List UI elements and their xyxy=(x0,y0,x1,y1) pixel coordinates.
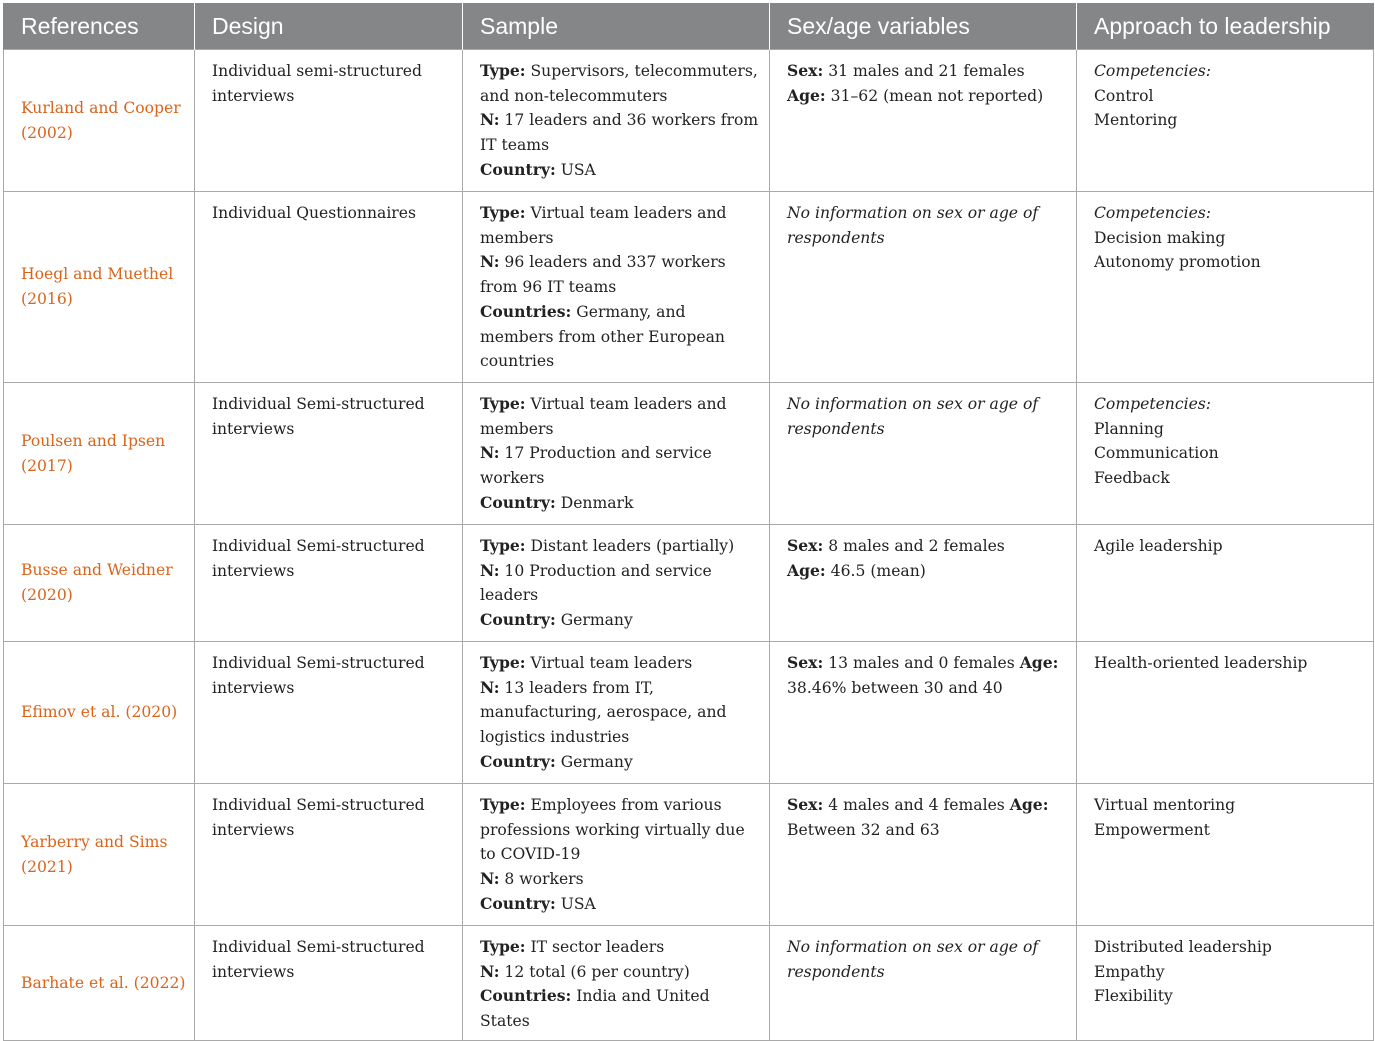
approach-item: Virtual mentoring xyxy=(1094,796,1236,814)
sample-type: Virtual team leaders xyxy=(525,654,693,672)
approach-heading: Competencies: xyxy=(1094,204,1212,222)
header-design: Design xyxy=(195,3,463,50)
design-cell: Individual Semi-structured interviews xyxy=(195,642,463,784)
sample-n-label: N: xyxy=(480,869,500,889)
sex-age-cell xyxy=(770,926,1077,1041)
design-cell: Individual Semi-structured interviews xyxy=(195,525,463,642)
age-value: 38.46% between 30 and 40 xyxy=(787,678,1003,697)
sample-type-label: Type: xyxy=(480,795,526,814)
sample-n: 8 workers xyxy=(499,870,584,889)
sample-cell xyxy=(463,642,770,784)
sex-age-cell xyxy=(770,642,1077,784)
approach-item: Decision making xyxy=(1094,228,1226,247)
sex-value: 8 males and 2 females xyxy=(823,537,1005,555)
sample-n: 17 Production and service workers xyxy=(480,444,712,488)
approach-cell xyxy=(1077,926,1374,1041)
sample-type-label: Type: xyxy=(480,203,526,222)
sex-age-cell xyxy=(770,50,1077,192)
reference-link[interactable]: Poulsen and Ipsen (2017) xyxy=(4,383,195,525)
design-cell: Individual Semi-structured interviews xyxy=(195,926,463,1041)
sample-country: USA xyxy=(555,160,596,179)
sample-n-label: N: xyxy=(480,252,500,272)
sex-age-cell xyxy=(770,192,1077,383)
table-row xyxy=(4,926,1374,1041)
sample-type-label: Type: xyxy=(480,653,526,672)
sample-n-label: N: xyxy=(480,110,500,130)
reference-link[interactable]: Efimov et al. (2020) xyxy=(4,642,195,784)
sample-n: 12 total (6 per country) xyxy=(499,962,690,981)
sample-n-label: N: xyxy=(480,560,500,580)
sample-country-label: Country: xyxy=(480,492,556,512)
sample-n: 96 leaders and 337 workers from 96 IT teams xyxy=(480,253,726,297)
sample-country-label: Countries: xyxy=(480,986,572,1006)
sample-country-label: Country: xyxy=(480,751,556,771)
sample-cell xyxy=(463,784,770,926)
sample-cell xyxy=(463,383,770,525)
approach-item: Autonomy promotion xyxy=(1094,253,1261,272)
sex-age-cell xyxy=(770,383,1077,525)
sex-label: Sex: xyxy=(787,653,824,672)
sample-type: Supervisors, telecommuters, and non-telecommuters xyxy=(480,62,758,105)
approach-cell xyxy=(1077,383,1374,525)
approach-item: Planning xyxy=(1094,419,1164,438)
design-cell: Individual Semi-structured interviews xyxy=(195,784,463,926)
design-cell: Individual Semi-structured interviews xyxy=(195,383,463,525)
header-approach: Approach to leadership xyxy=(1077,3,1374,50)
table-row xyxy=(4,525,1374,642)
reference-link[interactable]: Busse and Weidner (2020) xyxy=(4,525,195,642)
table-row xyxy=(4,642,1374,784)
sample-country: India and United States xyxy=(480,987,710,1031)
sample-cell xyxy=(463,926,770,1041)
header-references: References xyxy=(4,3,195,50)
approach-item: Agile leadership xyxy=(1094,537,1223,555)
sex-value: 4 males and 4 females xyxy=(823,796,1005,814)
approach-heading: Competencies: xyxy=(1094,395,1212,413)
reference-link[interactable]: Hoegl and Muethel (2016) xyxy=(4,192,195,383)
sample-n: 17 leaders and 36 workers from IT teams xyxy=(480,111,759,155)
table-row xyxy=(4,383,1374,525)
sample-type: Distant leaders (partially) xyxy=(525,537,735,555)
sample-n-label: N: xyxy=(480,443,500,463)
approach-heading: Competencies: xyxy=(1094,62,1212,80)
sample-cell xyxy=(463,192,770,383)
sample-type: Virtual team leaders and members xyxy=(480,204,727,247)
sample-cell xyxy=(463,50,770,192)
sex-label: Sex: xyxy=(787,536,824,555)
sex-age-note: No information on sex or age of respondents xyxy=(787,204,1039,247)
age-label: Age: xyxy=(787,85,826,105)
table-row xyxy=(4,50,1374,192)
sample-country: Germany xyxy=(555,611,633,630)
sample-cell xyxy=(463,525,770,642)
sample-type: Virtual team leaders and members xyxy=(480,395,727,438)
approach-item: Feedback xyxy=(1094,469,1170,488)
sample-country-label: Country: xyxy=(480,159,556,179)
sex-age-cell xyxy=(770,525,1077,642)
age-label: Age: xyxy=(1019,653,1059,672)
sample-n-label: N: xyxy=(480,961,500,981)
sample-country-label: Country: xyxy=(480,610,556,630)
sex-age-note: No information on sex or age of respondents xyxy=(787,395,1039,438)
sample-n-label: N: xyxy=(480,677,500,697)
age-value: Between 32 and 63 xyxy=(787,820,940,839)
approach-item: Empathy xyxy=(1094,962,1165,981)
design-cell: Individual semi-structured interviews xyxy=(195,50,463,192)
sample-country: Germany, and members from other European countries xyxy=(480,302,725,371)
studies-table xyxy=(3,3,1374,1041)
sex-label: Sex: xyxy=(787,795,824,814)
age-label: Age: xyxy=(1009,795,1049,814)
sample-type-label: Type: xyxy=(480,394,526,413)
sample-n: 10 Production and service leaders xyxy=(480,561,712,605)
sex-label: Sex: xyxy=(787,61,824,80)
approach-cell xyxy=(1077,50,1374,192)
sample-type-label: Type: xyxy=(480,61,526,80)
sample-country: Denmark xyxy=(555,493,634,512)
sample-type: IT sector leaders xyxy=(525,938,665,956)
approach-item: Communication xyxy=(1094,444,1219,463)
sex-value: 31 males and 21 females xyxy=(823,62,1025,80)
sex-age-cell xyxy=(770,784,1077,926)
table-row xyxy=(4,784,1374,926)
age-label: Age: xyxy=(787,560,826,580)
sample-type-label: Type: xyxy=(480,937,526,956)
sample-type-label: Type: xyxy=(480,536,526,555)
reference-link[interactable]: Yarberry and Sims (2021) xyxy=(4,784,195,926)
sex-age-note: No information on sex or age of respondents xyxy=(787,938,1039,981)
approach-item: Distributed leadership xyxy=(1094,938,1272,956)
sex-value: 13 males and 0 females xyxy=(823,654,1015,672)
sample-type: Employees from various professions working virtually due to COVID-19 xyxy=(480,796,745,864)
sample-country: Germany xyxy=(555,752,633,771)
sample-country-label: Countries: xyxy=(480,301,572,321)
approach-item: Flexibility xyxy=(1094,987,1173,1006)
approach-item: Empowerment xyxy=(1094,820,1210,839)
approach-cell xyxy=(1077,642,1374,784)
sample-country-label: Country: xyxy=(480,893,556,913)
table-row xyxy=(4,192,1374,383)
sample-n: 13 leaders from IT, manufacturing, aerospace, and logistics industries xyxy=(480,678,727,747)
design-cell: Individual Questionnaires xyxy=(195,192,463,383)
approach-cell xyxy=(1077,192,1374,383)
header-sex-age: Sex/age variables xyxy=(770,3,1077,50)
header-sample: Sample xyxy=(463,3,770,50)
approach-cell xyxy=(1077,525,1374,642)
approach-cell xyxy=(1077,784,1374,926)
approach-item: Control xyxy=(1094,86,1154,105)
reference-link[interactable]: Kurland and Cooper (2002) xyxy=(4,50,195,192)
sample-country: USA xyxy=(555,894,596,913)
header-row xyxy=(4,3,1374,50)
age-value: 46.5 (mean) xyxy=(825,561,926,580)
reference-link[interactable]: Barhate et al. (2022) xyxy=(4,926,195,1041)
approach-item: Health-oriented leadership xyxy=(1094,654,1308,672)
age-value: 31–62 (mean not reported) xyxy=(825,86,1044,105)
approach-item: Mentoring xyxy=(1094,111,1178,130)
